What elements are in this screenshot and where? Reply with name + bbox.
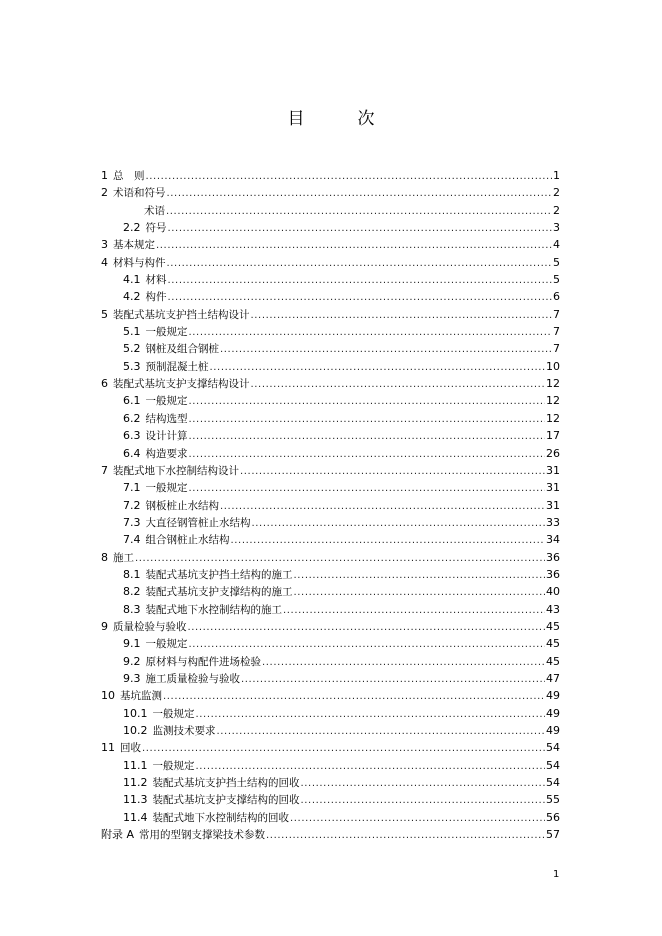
toc-entry[interactable] [101, 167, 560, 184]
toc-entry-number: 6.3 [123, 429, 141, 443]
toc-entry[interactable] [101, 410, 560, 427]
toc-leader-dots [146, 168, 553, 185]
toc-entry-page: 54 [546, 776, 560, 790]
toc-entry-number: 11 [101, 741, 115, 755]
toc-entry-label: 装配式基坑支护挡土结构的施工 [145, 568, 293, 581]
toc-entry-number: 7.1 [123, 481, 141, 495]
toc-entry[interactable] [101, 583, 560, 600]
toc-entry[interactable] [101, 705, 560, 722]
toc-entry-label: 大直径钢管桩止水结构 [145, 516, 251, 529]
toc-entry-label: 监测技术要求 [152, 725, 216, 737]
toc-entry-page: 6 [553, 290, 560, 304]
toc-entry-page: 7 [553, 342, 560, 356]
toc-entry-number: 8.2 [123, 585, 141, 599]
toc-entry-page: 40 [546, 585, 560, 599]
toc-entry-page: 43 [546, 602, 560, 616]
toc-entry-page: 34 [546, 533, 560, 547]
toc-entry-number: 4.2 [123, 290, 141, 304]
toc-entry[interactable] [101, 288, 560, 305]
toc-entry-page: 45 [546, 654, 560, 668]
toc-leader-dots [301, 775, 546, 792]
toc-entry-label: 符号 [145, 222, 167, 235]
toc-entry-page: 2 [553, 186, 560, 200]
toc-entry[interactable] [101, 340, 560, 357]
toc-entry-number: 4 [101, 255, 108, 269]
toc-entry-page: 2 [553, 203, 560, 217]
toc-entry-label: 预制混凝土桩 [145, 360, 209, 373]
toc-entry-page: 31 [546, 498, 560, 512]
page-number: 1 [553, 869, 560, 880]
toc-entry-number: 10.2 [123, 724, 148, 737]
toc-entry-page: 54 [546, 758, 560, 772]
toc-leader-dots [283, 602, 545, 619]
toc-entry-label: 一般规定 [152, 707, 195, 720]
toc-entry-page: 31 [546, 463, 560, 477]
toc-leader-dots [156, 237, 552, 254]
toc-leader-dots [262, 654, 545, 671]
toc-entry-page: 49 [546, 689, 560, 703]
toc-entry-number: 10 [101, 689, 115, 703]
toc-entry-number: 9.2 [123, 654, 141, 668]
toc-entry-page: 33 [546, 515, 560, 529]
toc-entry-page: 55 [546, 793, 560, 807]
toc-entry-page: 12 [546, 411, 560, 425]
toc-entry[interactable] [101, 306, 560, 323]
toc-entry-label: 一般规定 [152, 759, 195, 772]
toc-leader-dots [135, 550, 545, 567]
toc-entry[interactable] [101, 722, 560, 739]
toc-entry[interactable] [101, 757, 560, 774]
toc-entry-page: 54 [546, 741, 560, 755]
toc-entry-label: 装配式基坑支护支撑结构设计 [113, 378, 250, 391]
toc-leader-dots [168, 220, 553, 237]
toc-entry[interactable] [101, 445, 560, 462]
toc-entry-page: 7 [553, 307, 560, 321]
toc-entry-number: 3 [101, 238, 108, 252]
toc-entry-number: 11.2 [123, 776, 148, 790]
toc-entry[interactable] [101, 791, 560, 808]
toc-entry-page: 45 [546, 619, 560, 633]
page-title: 目 次 [287, 109, 393, 129]
toc-leader-dots [189, 428, 546, 445]
toc-entry[interactable] [101, 618, 560, 635]
toc-leader-dots [241, 671, 545, 688]
toc-entry[interactable] [101, 826, 560, 843]
toc-entry-label: 材料与构件 [113, 256, 166, 269]
toc-entry[interactable] [101, 670, 560, 687]
toc-entry[interactable] [101, 427, 560, 444]
toc-entry-page: 49 [546, 724, 560, 737]
toc-leader-dots [189, 446, 546, 463]
toc-entry-number: 7.2 [123, 498, 141, 512]
toc-entry-page: 12 [546, 394, 560, 408]
toc-leader-dots [290, 810, 545, 827]
toc-entry[interactable] [101, 531, 560, 548]
table-of-contents [101, 167, 560, 843]
toc-entry-page: 10 [546, 359, 560, 373]
toc-entry-label: 一般规定 [145, 326, 188, 339]
toc-leader-dots [166, 203, 552, 220]
toc-leader-dots [294, 584, 546, 601]
toc-entry-number: 8 [101, 550, 108, 564]
toc-leader-dots [252, 515, 546, 532]
toc-entry-number: 11.3 [123, 793, 148, 807]
toc-entry-label: 钢桩及组合钢桩 [145, 343, 219, 356]
toc-entry[interactable] [101, 375, 560, 392]
toc-entry-number: 7.4 [123, 533, 141, 547]
toc-entry-number: 5.1 [123, 325, 141, 339]
toc-entry-number: 4.1 [123, 273, 141, 287]
toc-leader-dots [251, 376, 546, 393]
toc-entry-label: 装配式地下水控制结构设计 [113, 464, 239, 477]
toc-leader-dots [189, 393, 546, 410]
toc-entry-label: 构造要求 [145, 447, 188, 460]
toc-leader-dots [196, 758, 546, 775]
toc-entry[interactable] [101, 549, 560, 566]
toc-entry-number: 6.1 [123, 394, 141, 408]
toc-leader-dots [189, 324, 553, 341]
toc-entry-page: 7 [553, 325, 560, 339]
toc-entry-number: 6.4 [123, 446, 141, 460]
toc-entry-number: 8.3 [123, 602, 141, 616]
toc-leader-dots [217, 723, 546, 740]
toc-entry[interactable] [101, 462, 560, 479]
toc-entry-label: 设计计算 [145, 430, 188, 443]
toc-entry-label: 装配式地下水控制结构的施工 [145, 603, 282, 616]
toc-entry[interactable] [101, 184, 560, 201]
toc-entry[interactable] [101, 479, 560, 496]
toc-leader-dots [167, 185, 553, 202]
toc-entry-label: 装配式地下水控制结构的回收 [152, 811, 289, 824]
toc-entry[interactable] [101, 774, 560, 791]
toc-entry-number: 5.2 [123, 342, 141, 356]
toc-entry-number: 8.1 [123, 567, 141, 581]
toc-entry-number: 5 [101, 307, 108, 321]
toc-leader-dots [188, 619, 546, 636]
toc-entry-label: 一般规定 [145, 638, 188, 651]
toc-entry-page: 45 [546, 637, 560, 651]
toc-entry[interactable] [101, 601, 560, 618]
toc-entry-page: 3 [553, 221, 560, 235]
toc-leader-dots [167, 255, 553, 272]
toc-leader-dots [189, 480, 546, 497]
toc-entry-number: 11.1 [123, 758, 148, 772]
toc-entry-number: 2.2 [123, 221, 141, 235]
toc-leader-dots [240, 463, 545, 480]
toc-entry[interactable] [101, 219, 560, 236]
toc-entry-label: 术语 [123, 204, 165, 217]
toc-entry-page: 17 [546, 429, 560, 443]
toc-entry-page: 56 [546, 810, 560, 824]
toc-entry[interactable] [101, 254, 560, 271]
toc-leader-dots [266, 827, 545, 844]
toc-entry-label: 组合钢桩止水结构 [145, 534, 230, 547]
toc-entry-label: 基坑监测 [120, 690, 162, 703]
toc-entry-number: 附录 A [101, 828, 135, 842]
toc-leader-dots [231, 532, 546, 549]
toc-entry[interactable] [101, 653, 560, 670]
toc-entry-page: 12 [546, 377, 560, 391]
toc-entry-label: 施工 [113, 551, 134, 564]
toc-entry-page: 36 [546, 550, 560, 564]
toc-entry[interactable] [101, 687, 560, 704]
toc-entry[interactable] [101, 358, 560, 375]
toc-leader-dots [189, 636, 546, 653]
toc-entry-label: 装配式基坑支护挡土结构的回收 [152, 777, 300, 790]
toc-entry-page: 36 [546, 567, 560, 581]
toc-entry-number: 6 [101, 377, 108, 391]
toc-leader-dots [168, 272, 553, 289]
toc-leader-dots [196, 706, 546, 723]
toc-entry[interactable] [101, 566, 560, 583]
toc-entry-label: 回收 [120, 742, 141, 755]
toc-entry-label: 一般规定 [145, 482, 188, 495]
toc-entry-page: 31 [546, 481, 560, 495]
toc-entry-label: 一般规定 [145, 395, 188, 408]
toc-entry[interactable] [101, 635, 560, 652]
toc-entry-number: 9.3 [123, 671, 141, 685]
toc-entry-label: 材料 [145, 274, 167, 287]
toc-entry-label: 钢板桩止水结构 [145, 499, 219, 512]
toc-entry-label: 装配式基坑支护支撑结构的回收 [152, 794, 300, 807]
toc-entry-label: 质量检验与验收 [113, 620, 187, 633]
toc-entry-label: 常用的型钢支撑梁技术参数 [139, 829, 266, 842]
toc-entry-label: 术语和符号 [113, 187, 166, 200]
toc-entry-page: 57 [546, 828, 560, 842]
toc-entry-number: 2 [101, 186, 108, 200]
toc-entry-number: 1 [101, 169, 108, 182]
toc-entry[interactable] [101, 323, 560, 340]
toc-entry-label: 总 则 [113, 170, 145, 182]
toc-entry-page: 26 [546, 446, 560, 460]
toc-entry-page: 5 [553, 255, 560, 269]
toc-entry[interactable] [101, 236, 560, 253]
toc-entry-label: 装配式基坑支护支撑结构的施工 [145, 586, 293, 599]
toc-entry-number: 5.3 [123, 359, 141, 373]
toc-entry[interactable] [101, 202, 560, 219]
toc-entry-label: 施工质量检验与验收 [145, 672, 240, 685]
toc-entry-number: 7.3 [123, 515, 141, 529]
toc-entry-label: 结构选型 [145, 412, 188, 425]
toc-leader-dots [163, 688, 545, 705]
toc-leader-dots [142, 740, 545, 757]
toc-entry-number: 9.1 [123, 637, 141, 651]
toc-leader-dots [210, 359, 546, 376]
toc-entry-page: 49 [546, 706, 560, 720]
toc-entry-label: 基本规定 [113, 239, 155, 252]
toc-entry-page: 5 [553, 273, 560, 287]
toc-entry-label: 构件 [145, 291, 167, 304]
toc-entry-number: 11.4 [123, 810, 148, 824]
toc-entry-label: 原材料与构配件进场检验 [145, 655, 261, 668]
toc-entry-number: 10.1 [123, 706, 148, 720]
toc-entry-label: 装配式基坑支护挡土结构设计 [113, 308, 250, 321]
toc-entry-page: 4 [553, 238, 560, 252]
toc-entry[interactable] [101, 271, 560, 288]
toc-entry[interactable] [101, 392, 560, 409]
toc-leader-dots [220, 498, 545, 515]
toc-entry-number: 9 [101, 619, 108, 633]
toc-entry[interactable] [101, 809, 560, 826]
toc-leader-dots [251, 307, 553, 324]
toc-entry-page: 1 [553, 169, 560, 182]
toc-entry-number: 6.2 [123, 411, 141, 425]
toc-leader-dots [189, 411, 546, 428]
toc-entry[interactable] [101, 514, 560, 531]
toc-leader-dots [294, 567, 546, 584]
toc-leader-dots [301, 792, 546, 809]
toc-entry[interactable] [101, 497, 560, 514]
toc-entry[interactable] [101, 739, 560, 756]
toc-leader-dots [168, 289, 553, 306]
toc-leader-dots [220, 341, 552, 358]
toc-entry-page: 47 [546, 671, 560, 685]
toc-entry-number: 7 [101, 463, 108, 477]
